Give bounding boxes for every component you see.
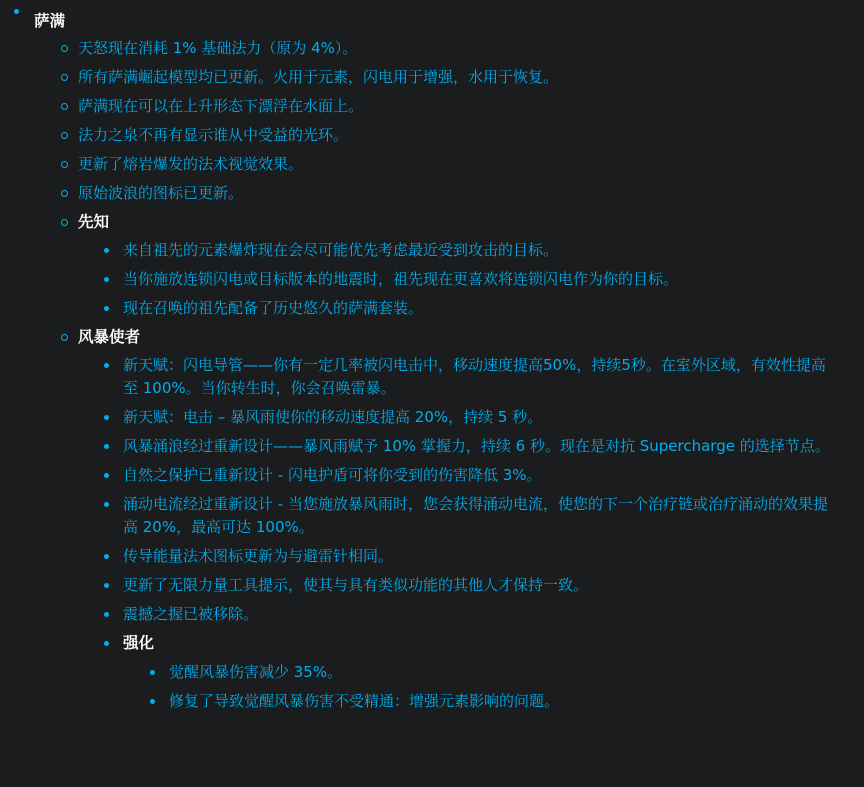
bullet-icon — [61, 190, 68, 197]
bullet-icon — [104, 641, 109, 646]
list-item: 觉醒风暴伤害减少 35%。 — [123, 661, 864, 684]
list-item: 萨满现在可以在上升形态下漂浮在水面上。 — [34, 95, 864, 118]
list-item: 传导能量法术图标更新为与避雷针相同。 — [78, 545, 864, 568]
subsection-title: 先知 — [78, 213, 110, 231]
bullet-icon — [14, 9, 19, 14]
enhancement-list — [123, 661, 864, 713]
bullet-icon — [61, 45, 68, 52]
bullet-icon — [61, 334, 68, 341]
list-item: 原始波浪的图标已更新。 — [34, 182, 864, 205]
bullet-icon — [104, 473, 109, 478]
subsection-stormbringer — [34, 326, 864, 713]
bullet-icon — [61, 132, 68, 139]
bullet-icon — [61, 161, 68, 168]
list-item: 更新了熔岩爆发的法术视觉效果。 — [34, 153, 864, 176]
prescience-list — [78, 239, 864, 320]
bullet-icon — [61, 219, 68, 226]
subsection-title: 强化 — [123, 634, 155, 652]
bullet-icon — [104, 248, 109, 253]
bullet-icon — [104, 277, 109, 282]
list-item: 当你施放连锁闪电或目标版本的地震时，祖先现在更喜欢将连锁闪电作为你的目标。 — [78, 268, 864, 291]
list-item: 所有萨满崛起模型均已更新。火用于元素，闪电用于增强，水用于恢复。 — [34, 66, 864, 89]
bullet-icon — [104, 612, 109, 617]
list-item: 风暴涌浪经过重新设计——暴风雨赋予 10% 掌握力，持续 6 秒。现在是对抗 Supercharge 的选择节点。 — [78, 435, 864, 458]
list-item: 法力之泉不再有显示谁从中受益的光环。 — [34, 124, 864, 147]
list-item: 新天赋：闪电导管——你有一定几率被闪电击中，移动速度提高50%，持续5秒。在室外区域，有效性提高至 100%。当你转生时，你会召唤雷暴。 — [78, 354, 864, 400]
subsection-enhancement — [78, 632, 864, 713]
shaman-notes-list — [34, 37, 864, 713]
bullet-icon — [104, 363, 109, 368]
list-item: 自然之保护已重新设计 - 闪电护盾可将你受到的伤害降低 3%。 — [78, 464, 864, 487]
list-item: 天怒现在消耗 1% 基础法力（原为 4%）。 — [34, 37, 864, 60]
stormbringer-list — [78, 354, 864, 713]
subsection-prescience — [34, 211, 864, 320]
bullet-icon — [61, 103, 68, 110]
bullet-icon — [104, 415, 109, 420]
section-title: 萨满 — [34, 12, 66, 30]
list-item: 更新了无限力量工具提示，使其与具有类似功能的其他人才保持一致。 — [78, 574, 864, 597]
list-item: 来自祖先的元素爆炸现在会尽可能优先考虑最近受到攻击的目标。 — [78, 239, 864, 262]
list-item: 修复了导致觉醒风暴伤害不受精通：增强元素影响的问题。 — [123, 690, 864, 713]
bullet-icon — [104, 583, 109, 588]
list-item: 现在召唤的祖先配备了历史悠久的萨满套装。 — [78, 297, 864, 320]
list-item: 涌动电流经过重新设计 - 当您施放暴风雨时，您会获得涌动电流，使您的下一个治疗链或治疗涌动的效果提高 20%，最高可达 100%。 — [78, 493, 864, 539]
bullet-icon — [150, 670, 155, 675]
subsection-title: 风暴使者 — [78, 328, 141, 346]
list-item: 新天赋：电击 – 暴风雨使你的移动速度提高 20%，持续 5 秒。 — [78, 406, 864, 429]
bullet-icon — [61, 74, 68, 81]
bullet-icon — [150, 699, 155, 704]
bullet-icon — [104, 554, 109, 559]
list-item: 震撼之握已被移除。 — [78, 603, 864, 626]
bullet-icon — [104, 306, 109, 311]
bullet-icon — [104, 502, 109, 507]
bullet-icon — [104, 444, 109, 449]
